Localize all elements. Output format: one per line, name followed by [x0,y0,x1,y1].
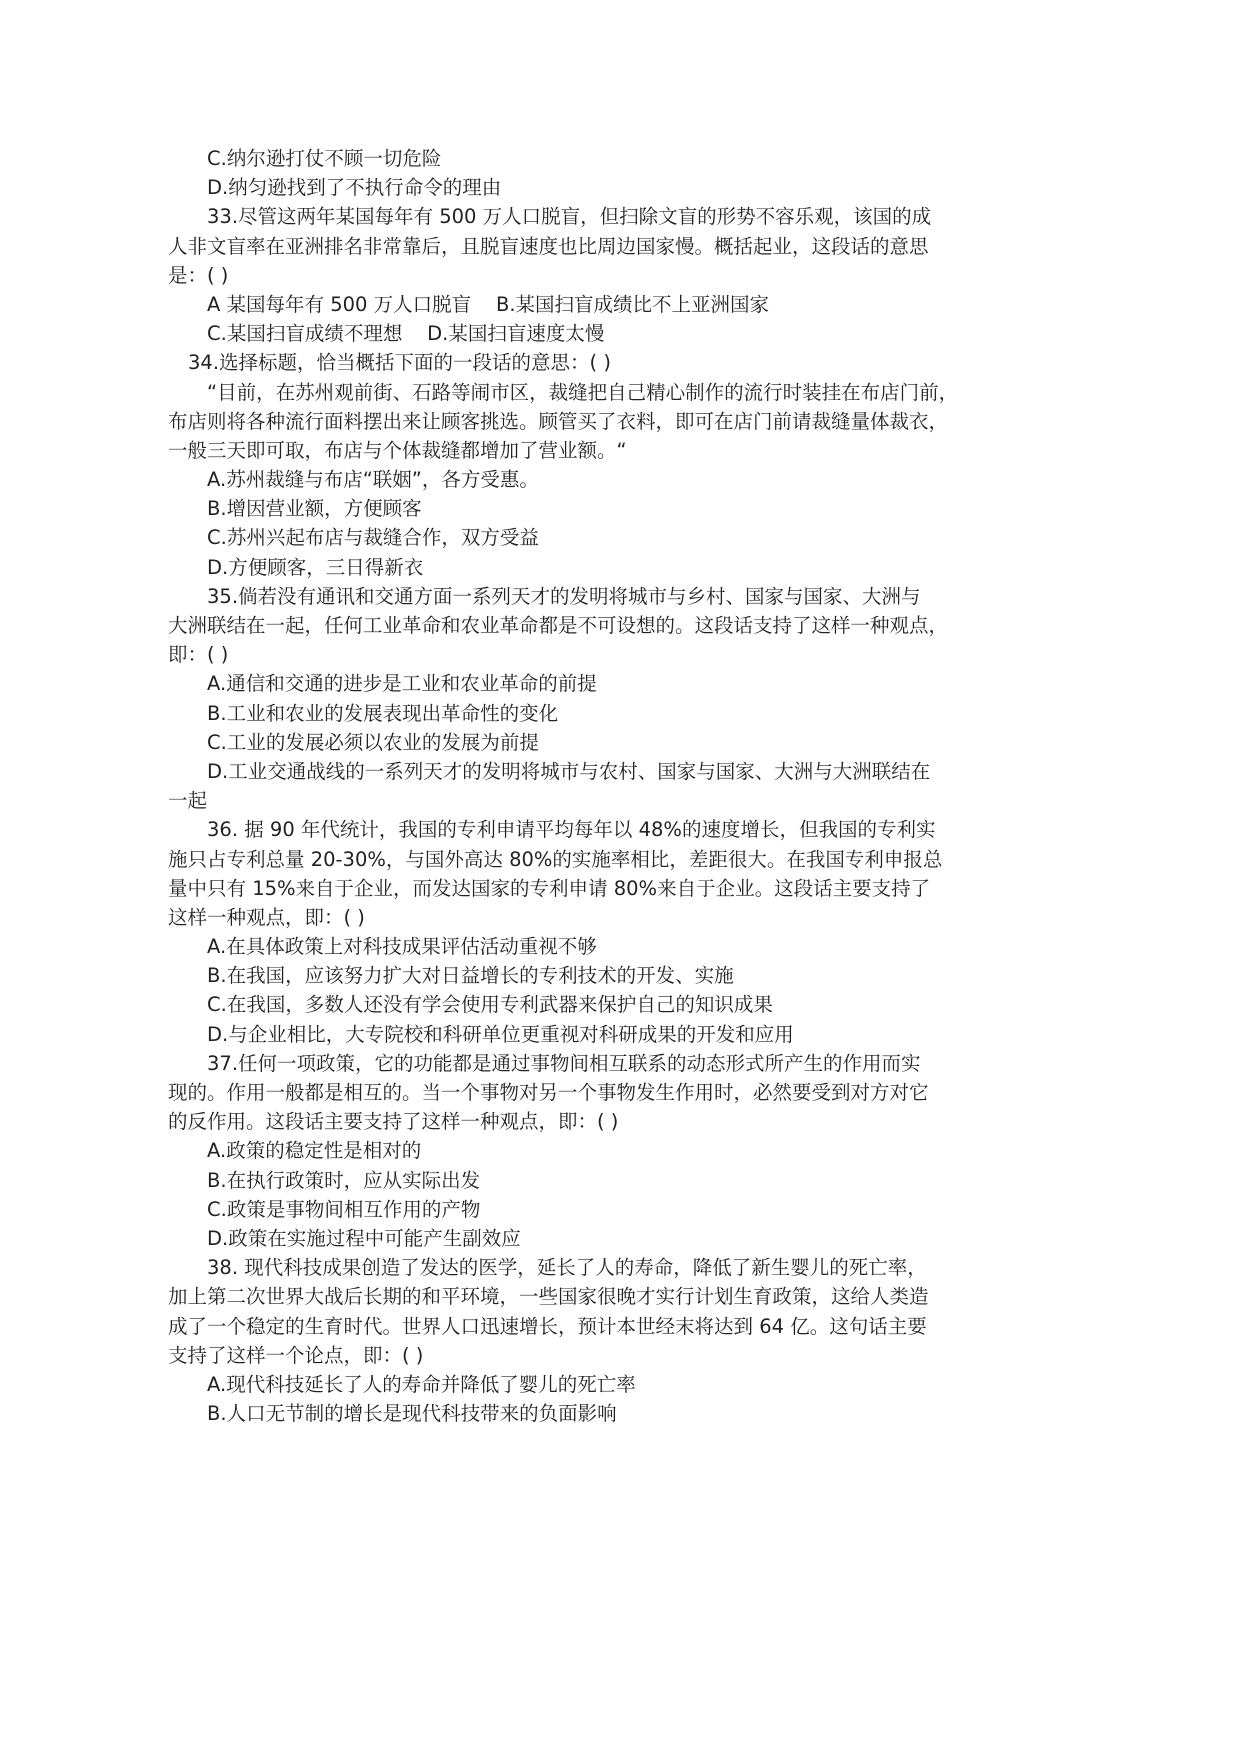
question-33-stem-line: 33.尽管这两年某国每年有 500 万人口脱盲，但扫除文盲的形势不容乐观，该国的成 [207,205,932,229]
continued-option-d: D.纳匀逊找到了不执行命令的理由 [207,176,502,200]
question-36-option-b: B.在我国，应该努力扩大对日益增长的专利技术的开发、实施 [207,964,734,988]
question-35-stem-line: 大洲联结在一起，任何工业革命和农业革命都是不可设想的。这段话支持了这样一种观点， [168,614,949,637]
question-34-option-d: D.方便顾客，三日得新衣 [207,555,424,579]
question-35-option-d-continued: 一起 [168,789,208,813]
question-35-option-a: A.通信和交通的进步是工业和农业革命的前提 [207,672,597,696]
question-36-stem-line: 36. 据 90 年代统计，我国的专利申请平均每年以 48%的速度增长，但我国的专利实 [207,818,936,842]
question-38-option-a: A.现代科技延长了人的寿命并降低了婴儿的死亡率 [207,1372,636,1396]
question-35-stem-line: 35.倘若没有通讯和交通方面一系列天才的发明将城市与乡村、国家与国家、大洲与 [207,584,921,608]
question-38-stem-line: 加上第二次世界大战后长期的和平环境，一些国家很晚才实行计划生育政策，这给人类造 [168,1285,929,1309]
question-33-stem-line: 是：( ) [168,263,229,287]
question-36-stem-line: 施只占专利总量 20-30%，与国外高达 80%的实施率相比，差距很大。在我国专利申报总 [168,847,943,871]
question-35-option-c: C.工业的发展必须以农业的发展为前提 [207,730,539,754]
question-35-option-b: B.工业和农业的发展表现出革命性的变化 [207,701,559,725]
question-34-option-b: B.增因营业额，方便顾客 [207,497,422,521]
question-36-option-d: D.与企业相比，大专院校和科研单位更重视对科研成果的开发和应用 [207,1022,794,1046]
question-34-option-c: C.苏州兴起布店与裁缝合作，双方受益 [207,526,539,550]
question-34-option-a: A.苏州裁缝与布店“联姻”，各方受惠。 [207,468,539,492]
question-34-stem-line: 34.选择标题，恰当概括下面的一段话的意思：( ) [188,351,611,375]
question-36-option-a: A.在具体政策上对科技成果评估活动重视不够 [207,935,597,959]
question-33-option-row: C.某国扫盲成绩不理想 D.某国扫盲速度太慢 [207,322,605,346]
question-37-option-d: D.政策在实施过程中可能产生副效应 [207,1226,521,1250]
question-37-stem-line: 37.任何一项政策，它的功能都是通过事物间相互联系的动态形式所产生的作用而实 [207,1051,921,1075]
question-35-stem-line: 即：( ) [168,643,229,667]
question-37-option-c: C.政策是事物间相互作用的产物 [207,1197,481,1221]
question-37-option-b: B.在执行政策时，应从实际出发 [207,1168,481,1192]
question-38-option-b: B.人口无节制的增长是现代科技带来的负面影响 [207,1402,617,1426]
question-36-stem-line: 量中只有 15%来自于企业，而发达国家的专利申请 80%来自于企业。这段话主要支持了 [168,876,931,900]
question-38-stem-line: 成了一个稳定的生育时代。世界人口迅速增长，预计本世经末将达到 64 亿。这句话主要 [168,1314,927,1338]
question-35-option-d: D.工业交通战线的一系列天才的发明将城市与农村、国家与国家、大洲与大洲联结在 [207,759,931,783]
question-34-passage-line: 布店则将各种流行面料摆出来让顾客挑选。顾管买了衣料，即可在店门前请裁缝量体裁衣， [168,409,949,433]
question-37-option-a: A.政策的稳定性是相对的 [207,1139,422,1163]
question-34-passage-line: “目前，在苏州观前街、石路等闹市区，裁缝把自己精心制作的流行时装挂在布店门前， [207,380,959,404]
question-36-option-c: C.在我国，多数人还没有学会使用专利武器来保护自己的知识成果 [207,993,773,1017]
question-33-stem-line: 人非文盲率在亚洲排名非常靠后，且脱盲速度也比周边国家慢。概括起业，这段话的意思 [168,234,929,258]
question-33-option-row: A 某国每年有 500 万人口脱盲 B.某国扫盲成绩比不上亚洲国家 [207,292,770,316]
question-36-stem-line: 这样一种观点，即：( ) [168,905,365,929]
question-37-stem-line: 现的。作用一般都是相互的。当一个事物对另一个事物发生作用时，必然要受到对方对它 [168,1081,929,1104]
question-38-stem-line: 38. 现代科技成果创造了发达的医学，延长了人的寿命，降低了新生婴儿的死亡率， [207,1256,927,1280]
continued-option-c: C.纳尔逊打仗不顾一切危险 [207,147,442,170]
question-34-passage-line: 一般三天即可取，布店与个体裁缝都增加了营业额。“ [168,438,627,462]
question-38-stem-line: 支持了这样一个论点，即：( ) [168,1343,424,1367]
question-37-stem-line: 的反作用。这段话主要支持了这样一种观点，即：( ) [168,1110,619,1134]
